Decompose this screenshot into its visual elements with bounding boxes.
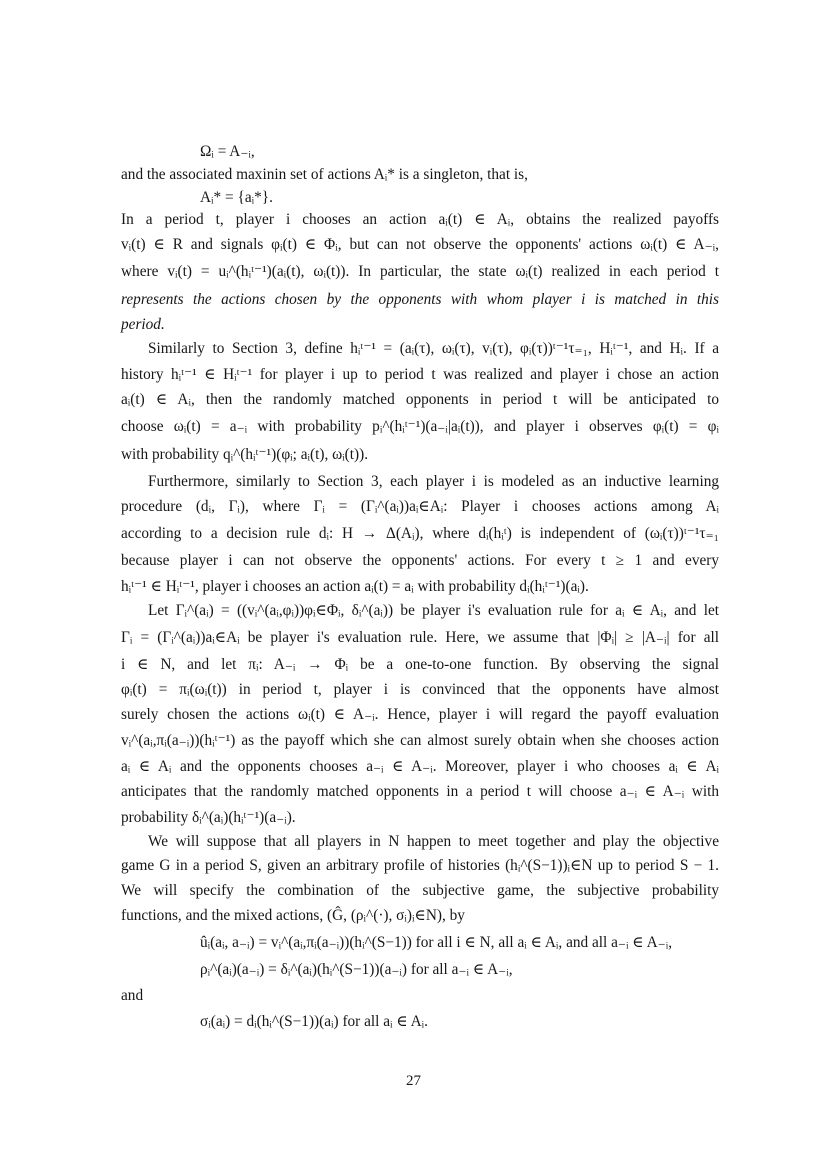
page-number: 27: [406, 1073, 421, 1089]
text-line: with probability qᵢ^(hᵢᵗ⁻¹)(φᵢ; aᵢ(t), ωᵢ(t)).: [121, 446, 369, 463]
text-line: game G in a period S, given an arbitrary profile of histories (hᵢ^(S−1))ᵢ∈N up to period S − 1.: [121, 857, 719, 874]
text-line: and the associated maxinin set of actions Aᵢ* is a singleton, that is,: [121, 166, 528, 183]
equation-mixed-action: σᵢ(aᵢ) = dᵢ(hᵢ^(S−1))(aᵢ) for all aᵢ ∈ Aᵢ.: [200, 1013, 429, 1030]
text-line: anticipates that the randomly matched opponents in a period t will choose a₋ᵢ ∈ A₋ᵢ with: [121, 783, 719, 800]
equation-subjective-probability: ρᵢ^(aᵢ)(a₋ᵢ) = δᵢ^(aᵢ)(hᵢ^(S−1))(a₋ᵢ) for all a₋ᵢ ∈ A₋ᵢ,: [200, 961, 513, 978]
text-line: functions, and the mixed actions, (Ĝ, (ρᵢ^(·), σᵢ)ᵢ∈N), by: [121, 907, 465, 924]
text-line: because player i can not observe the opponents' actions. For every t ≥ 1 and every: [121, 552, 719, 569]
text-line: procedure (dᵢ, Γᵢ), where Γᵢ = (Γᵢ^(aᵢ))aᵢ∈Aᵢ: Player i chooses actions among Aᵢ: [121, 498, 719, 515]
text-line: vᵢ(t) ∈ R and signals φᵢ(t) ∈ Φᵢ, but can not observe the opponents' actions ωᵢ(t) ∈ A₋ᵢ,: [121, 236, 719, 253]
text-line: φᵢ(t) = πᵢ(ωᵢ(t)) in period t, player i is convinced that the opponents have almost: [121, 681, 719, 698]
text-line: aᵢ(t) ∈ Aᵢ, then the randomly matched opponents in period t will be anticipated to: [121, 391, 719, 408]
text-line: Furthermore, similarly to Section 3, each player i is modeled as an inductive learning: [148, 473, 719, 490]
text-line: represents the actions chosen by the opponents with whom player i is matched in this: [121, 291, 719, 308]
text-line: hᵢᵗ⁻¹ ∈ Hᵢᵗ⁻¹, player i chooses an action aᵢ(t) = aᵢ with probability dᵢ(hᵢᵗ⁻¹)(aᵢ).: [121, 578, 589, 595]
text-line: according to a decision rule dᵢ: H → Δ(Aᵢ), where dᵢ(hᵢᵗ) is independent of (ωᵢ(τ))ᵗ⁻¹τ₌₁: [121, 525, 719, 542]
equation-singleton: Aᵢ* = {aᵢ*}.: [200, 189, 273, 206]
text-line: Similarly to Section 3, define hᵢᵗ⁻¹ = (aᵢ(τ), ωᵢ(τ), vᵢ(τ), φᵢ(τ))ᵗ⁻¹τ₌₁, Hᵢᵗ⁻¹, and Hᵢ. If a: [148, 340, 719, 357]
text-line: We will suppose that all players in N happen to meet together and play the objective: [148, 833, 719, 850]
text-line: probability δᵢ^(aᵢ)(hᵢᵗ⁻¹)(a₋ᵢ).: [121, 809, 296, 826]
text-line: surely chosen the actions ωᵢ(t) ∈ A₋ᵢ. Hence, player i will regard the payoff evaluation: [121, 706, 719, 723]
text-line: where vᵢ(t) = uᵢ^(hᵢᵗ⁻¹)(aᵢ(t), ωᵢ(t)). In particular, the state ωᵢ(t) realized in each period t: [121, 263, 719, 280]
text-line: In a period t, player i chooses an action aᵢ(t) ∈ Aᵢ, obtains the realized payoffs: [121, 211, 719, 228]
text-line: Let Γᵢ^(aᵢ) = ((vᵢ^(aᵢ,φᵢ))φᵢ∈Φᵢ, δᵢ^(aᵢ)) be player i's evaluation rule for aᵢ ∈ Aᵢ, and let: [148, 602, 719, 619]
text-line: choose ωᵢ(t) = a₋ᵢ with probability pᵢ^(hᵢᵗ⁻¹)(a₋ᵢ|aᵢ(t)), and player i observes φᵢ(t) = φᵢ: [121, 418, 719, 435]
text-line: history hᵢᵗ⁻¹ ∈ Hᵢᵗ⁻¹ for player i up to period t was realized and player i chose an action: [121, 366, 719, 383]
text-line: and: [121, 987, 144, 1004]
equation-omega: Ωᵢ = A₋ᵢ,: [200, 143, 255, 160]
equation-subjective-payoff: ûᵢ(aᵢ, a₋ᵢ) = vᵢ^(aᵢ,πᵢ(a₋ᵢ))(hᵢ^(S−1)) for all i ∈ N, all aᵢ ∈ Aᵢ, and all a₋ᵢ ∈ A₋ᵢ,: [200, 934, 673, 951]
text-line: i ∈ N, and let πᵢ: A₋ᵢ → Φᵢ be a one-to-one function. By observing the signal: [121, 656, 719, 673]
text-line: vᵢ^(aᵢ,πᵢ(a₋ᵢ))(hᵢᵗ⁻¹) as the payoff which she can almost surely obtain when she chooses action: [121, 732, 719, 749]
text-line: aᵢ ∈ Aᵢ and the opponents chooses a₋ᵢ ∈ A₋ᵢ. Moreover, player i who chooses aᵢ ∈ Aᵢ: [121, 758, 719, 775]
text-line: Γᵢ = (Γᵢ^(aᵢ))aᵢ∈Aᵢ be player i's evaluation rule. Here, we assume that |Φᵢ| ≥ |A₋ᵢ| for all: [121, 629, 719, 646]
text-line: period.: [121, 316, 165, 333]
text-line: We will specify the combination of the subjective game, the subjective probability: [121, 882, 719, 899]
